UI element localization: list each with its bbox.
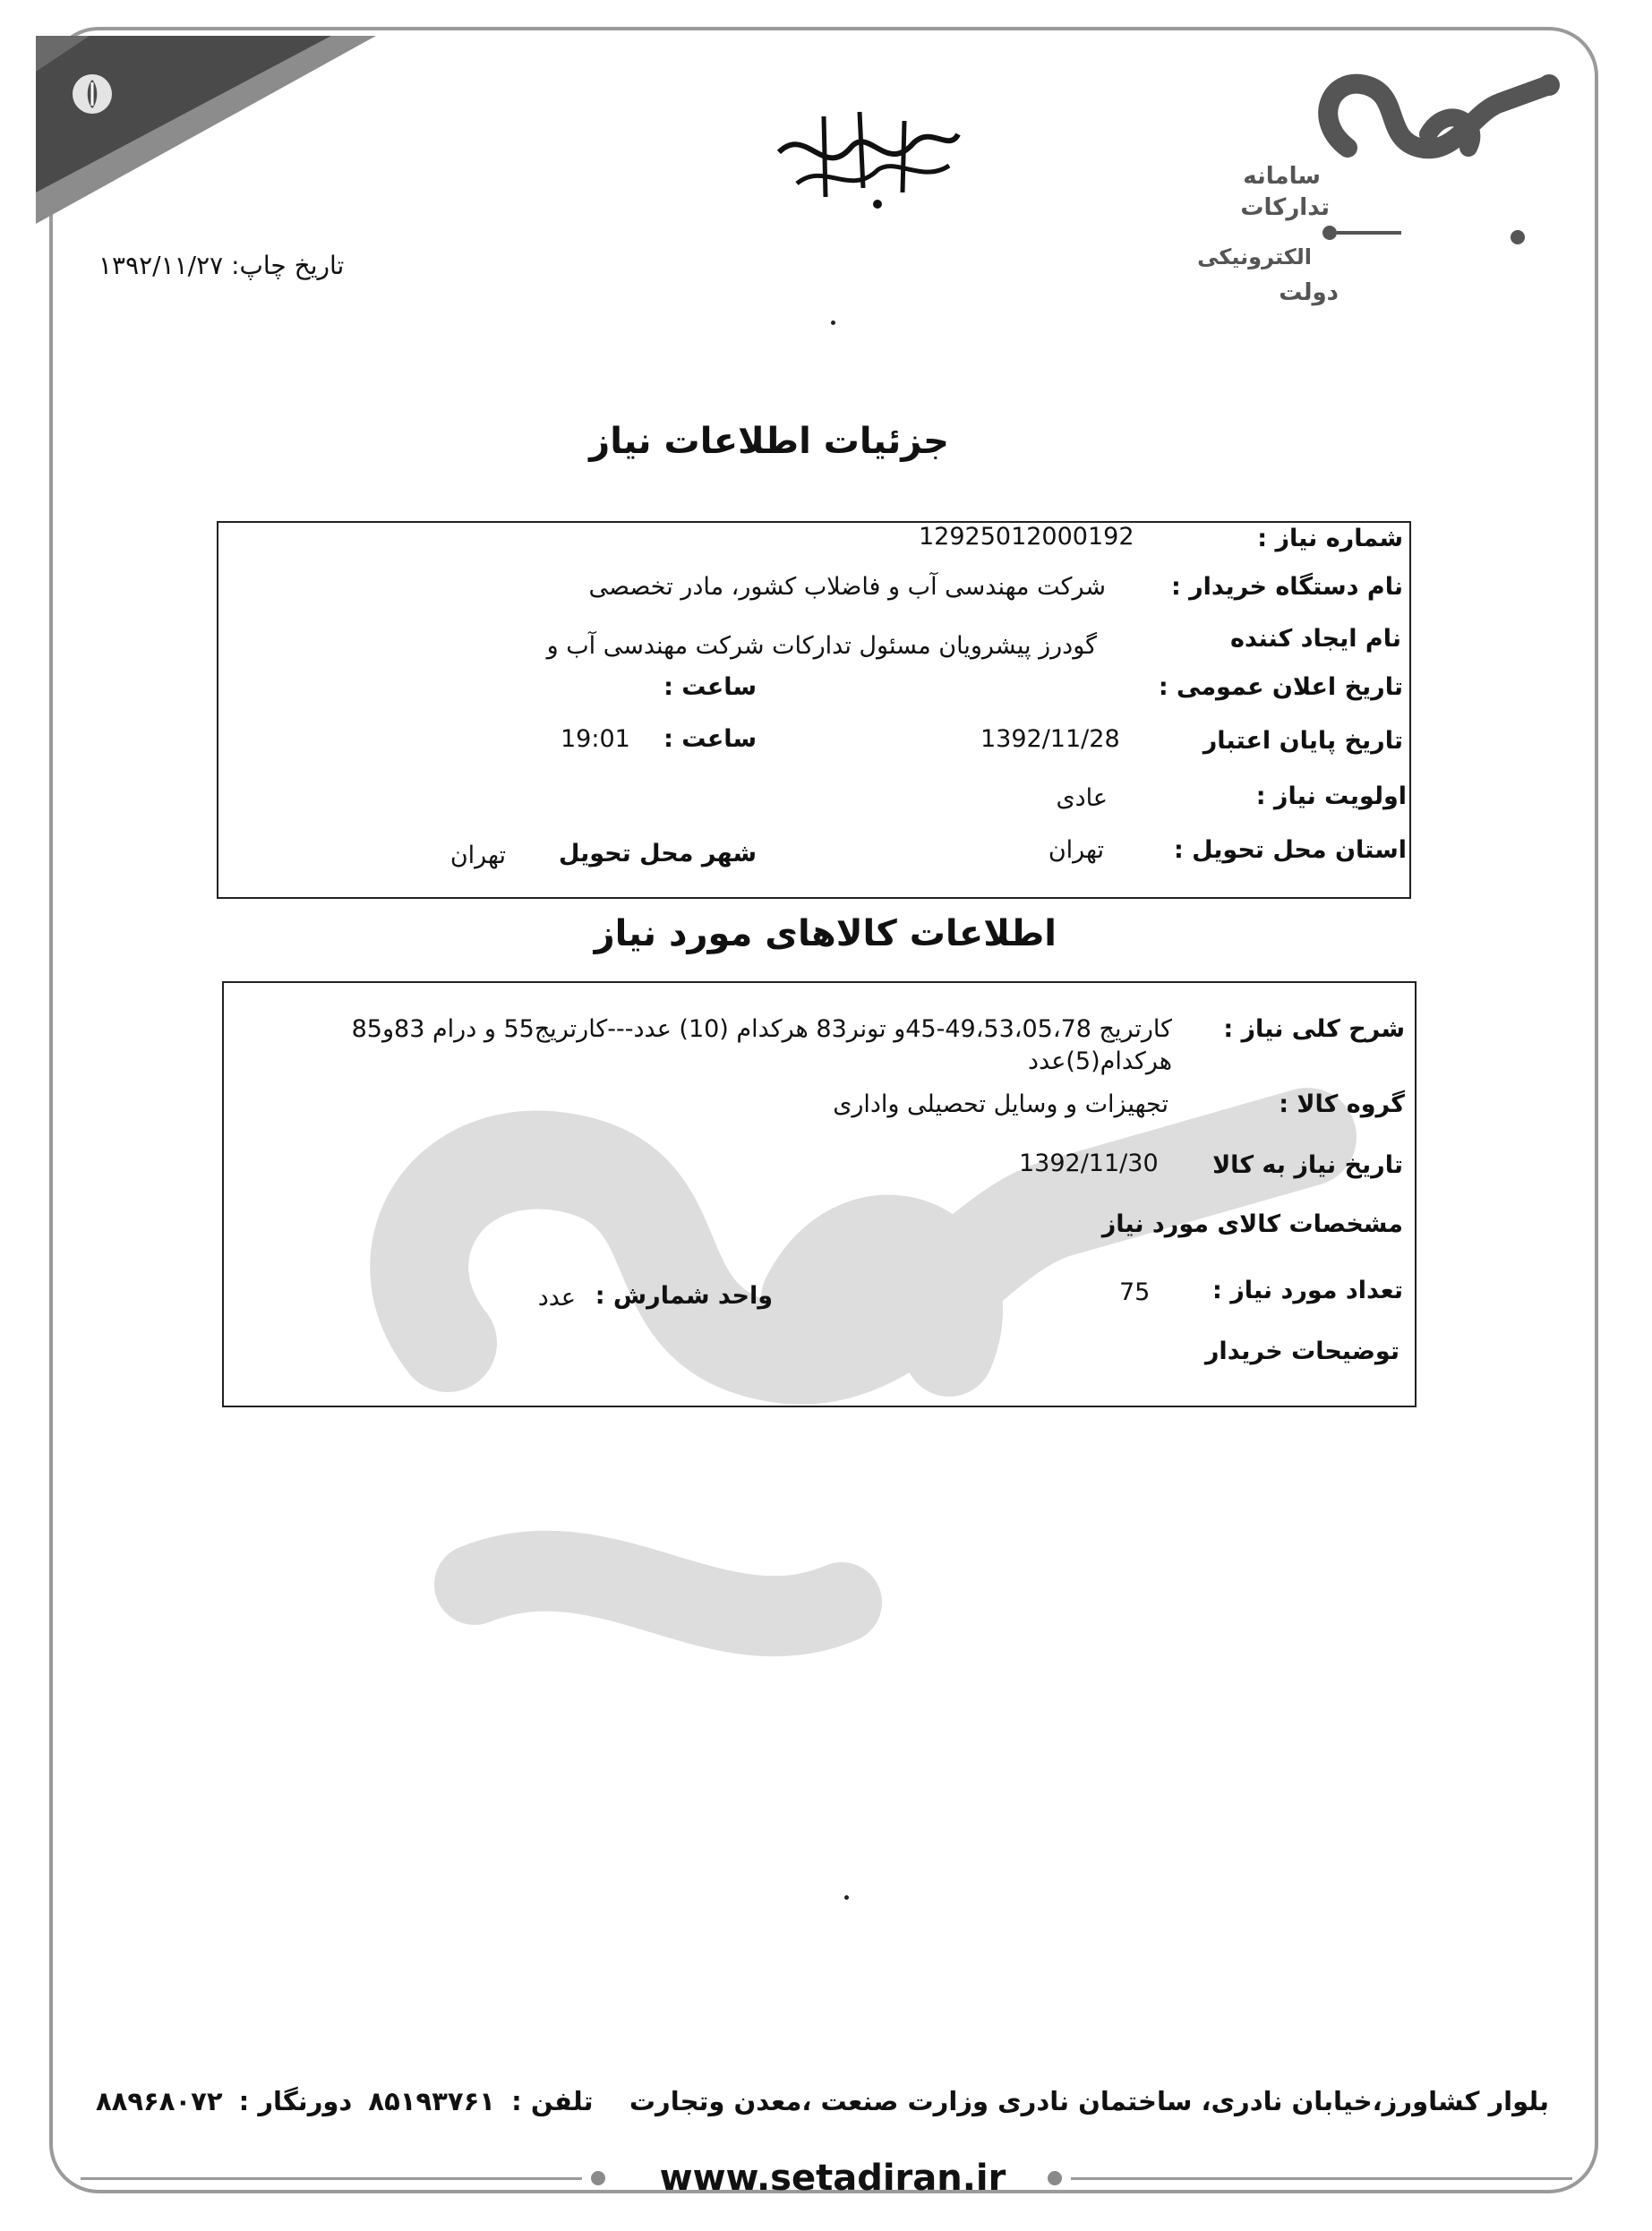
unit-label: واحد شمارش : [595,1282,773,1310]
description-line-2: هرکدام(5)عدد [1028,1047,1172,1075]
print-date-value: ۱۳۹۲/۱۱/۲۷ [98,251,224,280]
logo-line-1: سامانه [1243,163,1321,190]
need-date-label: تاریخ نیاز به کالا [1212,1151,1403,1179]
goods-group-label: گروه کالا : [1279,1090,1405,1118]
print-date-label: تاریخ چاپ: [231,251,345,280]
province-value: تهران [1048,836,1104,864]
footer-address [95,2086,1549,2116]
iran-emblem-icon [70,72,115,116]
scan-speck [844,1895,849,1900]
priority-value: عادی [1056,784,1108,812]
footer-phone: ۸۵۱۹۳۷۶۱ [368,2086,496,2116]
footer-dot-left [591,2171,605,2185]
logo-line-4: دولت [1279,279,1339,306]
need-date-value: 1392/11/30 [1019,1150,1159,1177]
buyer-org-label: نام دستگاه خریدار : [1170,573,1403,601]
footer-divider-right [1071,2177,1572,2180]
announce-time-label: ساعت : [663,673,757,701]
quantity-label: تعداد مورد نیاز : [1212,1277,1403,1304]
quantity-value: 75 [1119,1278,1151,1306]
footer-fax-label: دورنگار : [238,2086,353,2116]
goods-group-value: تجهیزات و وسایل تحصیلی واداری [833,1090,1168,1118]
specs-label: مشخصات کالای مورد نیاز [1101,1210,1403,1238]
validity-end-label: تاریخ پایان اعتبار [1203,727,1403,755]
unit-value: عدد [537,1284,576,1312]
website-link[interactable]: www.setadiran.ir [659,2158,1006,2199]
setad-logo [1197,49,1562,345]
footer-dot-right [1048,2171,1062,2185]
description-label: شرح کلی نیاز : [1223,1015,1405,1043]
validity-time-value: 19:01 [561,725,630,753]
goods-info-title: اطلاعات کالاهای مورد نیاز [594,913,1057,954]
validity-end-date: 1392/11/28 [980,725,1120,753]
logo-line-2: تدارکات [1240,194,1330,221]
description-line-1: کارتریج 49،53،05،78-45و تونر83 هرکدام (10) عدد---کارتریج55 و درام 83و85 [351,1015,1172,1043]
print-date [98,251,344,280]
announce-date-label: تاریخ اعلان عمومی : [1158,673,1403,701]
province-label: استان محل تحویل : [1173,836,1407,864]
city-label: شهر محل تحویل [558,840,757,868]
bismillah-calligraphy-icon [770,98,967,215]
creator-value: گودرز پیشرویان مسئول تدارکات شرکت مهندسی آب و [546,632,1097,660]
need-number-value: 12925012000192 [919,523,1134,551]
buyer-org-value: شرکت مهندسی آب و فاضلاب کشور، مادر تخصصی [588,573,1106,601]
scan-speck [831,321,835,325]
city-value: تهران [449,842,506,869]
creator-label: نام ایجاد کننده [1230,625,1401,653]
validity-time-label: ساعت : [663,725,757,753]
logo-line-3: الکترونیکی [1197,244,1312,269]
footer-address-text: بلوار کشاورز،خیابان نادری، ساختمان نادری وزارت صنعت ،معدن وتجارت [629,2086,1549,2116]
need-number-label: شماره نیاز : [1257,525,1403,552]
buyer-notes-label: توضیحات خریدار [1204,1338,1399,1365]
priority-label: اولویت نیاز : [1255,782,1407,810]
footer-divider-left [81,2177,582,2180]
footer-phone-label: تلفن : [511,2086,594,2116]
need-details-title: جزئیات اطلاعات نیاز [589,421,949,462]
footer-fax: ۸۸۹۶۸۰۷۲ [95,2086,223,2116]
corner-band [36,36,376,224]
